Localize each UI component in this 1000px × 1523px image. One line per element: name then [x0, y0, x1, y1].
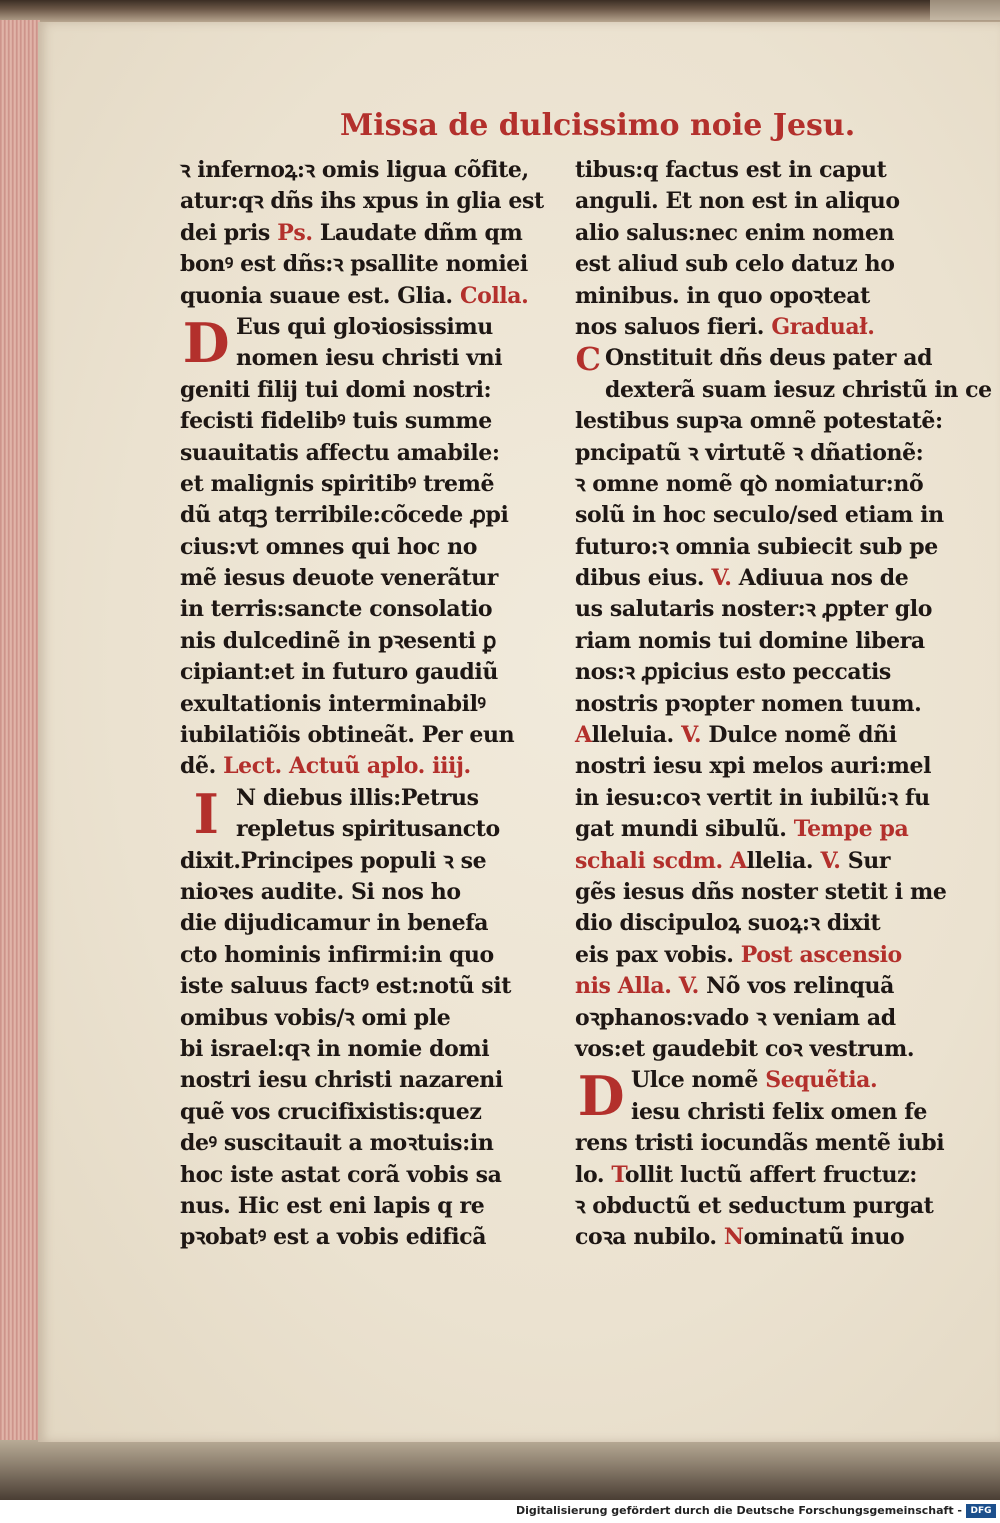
rubric-text: Sequẽtia.: [765, 1067, 878, 1094]
rubric-text: A: [575, 722, 592, 749]
body-text: dẽ.: [180, 753, 224, 780]
body-text: oꝛphanos:vado ꝛ veniam ad: [575, 1004, 896, 1031]
text-line: [575, 218, 920, 249]
body-text: pꝛobatꝰ est a vobis edificã: [180, 1224, 487, 1251]
text-line: [180, 1097, 525, 1128]
rubric-text: V.: [711, 565, 732, 592]
body-text: in terris:sancte consolatio: [180, 596, 493, 623]
body-text: quonia suaue est. Glia.: [180, 282, 460, 309]
text-line: [180, 971, 525, 1002]
body-text: riam nomis tui domine libera: [575, 627, 925, 654]
body-text: nostri iesu xpi melos auri:mel: [575, 753, 932, 780]
body-text: nostri iesu christi nazareni: [180, 1067, 503, 1094]
text-line: [180, 1065, 525, 1096]
text-line: [180, 846, 525, 877]
text-line: [180, 908, 525, 939]
text-line: [180, 155, 529, 186]
body-text: vos:et gaudebit coꝛ vestrum.: [575, 1035, 915, 1062]
text-line: [180, 563, 525, 594]
body-text: eis pax vobis.: [575, 941, 741, 968]
body-text: dibus eius.: [575, 565, 712, 592]
decorated-initial: D: [577, 1064, 625, 1129]
rubric-text: Post ascensio: [740, 941, 902, 968]
text-line: [575, 626, 925, 657]
body-text: quẽ vos crucifixistis:quez: [180, 1098, 482, 1125]
text-line: [575, 1128, 945, 1159]
decorated-initial: D: [182, 310, 230, 375]
text-line: [575, 1191, 934, 1222]
body-text: ominatũ inuo: [743, 1224, 905, 1251]
text-line: [180, 500, 525, 531]
body-text: nostris pꝛopter nomen tuum.: [575, 690, 922, 717]
body-text: nioꝛes audite. Si nos ho: [180, 878, 461, 905]
body-text: dio discipuloꝝ suoꝝ:ꝛ dixit: [575, 910, 881, 937]
text-line: [180, 249, 528, 280]
text-line: [180, 218, 525, 249]
body-text: Nõ vos relinquã: [698, 973, 894, 1000]
text-line: [180, 438, 525, 469]
body-text: ꝛ obductũ et seductum purgat: [575, 1192, 934, 1219]
dfg-logo: DFG: [966, 1504, 996, 1518]
text-line: [575, 312, 920, 343]
right-column: [575, 155, 992, 1254]
body-text: lleluia.: [591, 722, 682, 749]
body-text: nis dulcedinẽ in pꝛesenti ꝑ: [180, 627, 497, 654]
body-text: Ulce nomẽ: [631, 1067, 766, 1094]
body-text: iubilatiõis obtineãt. Per eun: [180, 722, 515, 749]
body-text: suauitatis affectu amabile:: [180, 439, 500, 466]
body-text: us salutaris noster:ꝛ ꝓpter glo: [575, 596, 932, 623]
body-text: geniti filij tui domi nostri:: [180, 376, 492, 403]
book-top-edge: [0, 0, 1000, 22]
text-line: [575, 186, 920, 217]
text-line: [180, 1128, 525, 1159]
body-text: bi israel:qꝛ in nomie domi: [180, 1035, 490, 1062]
text-line: [575, 249, 920, 280]
body-text: bonꝰ est dñs:ꝛ psallite nomiei: [180, 251, 528, 278]
body-text: nos:ꝛ ꝓpicius esto peccatis: [575, 659, 891, 686]
text-line: [575, 155, 920, 186]
left-column: [180, 155, 544, 1254]
rubric-text: Tempe pa: [793, 816, 909, 843]
text-line: [180, 375, 525, 406]
text-line: [180, 1222, 525, 1253]
body-text: exultationis interminabilꝰ: [180, 690, 486, 717]
body-text: futuro:ꝛ omnia subiecit sub pe: [575, 533, 938, 560]
body-text: cius:vt omnes qui hoc no: [180, 533, 478, 560]
text-line: [180, 626, 525, 657]
body-text: in iesu:coꝛ vertit in iubilũ:ꝛ fu: [575, 784, 930, 811]
text-line: [180, 594, 525, 625]
rubric-text: Colla.: [459, 282, 529, 309]
body-text: Onstituit dñs deus pater ad: [605, 345, 933, 372]
text-line: [575, 375, 992, 406]
body-text: Dulce nomẽ dñi: [701, 722, 897, 749]
text-line: [575, 1003, 920, 1034]
text-line: [575, 532, 938, 563]
body-text: ꝛ omne nomẽ qꝺ nomiatur:nõ: [575, 470, 924, 497]
text-line: [575, 1160, 920, 1191]
text-line: [575, 814, 920, 845]
text-line: [180, 657, 525, 688]
text-line: [575, 500, 944, 531]
text-line: [575, 281, 920, 312]
body-text: hoc iste astat corã vobis sa: [180, 1161, 502, 1188]
body-text: N diebus illis:Petrus: [236, 784, 479, 811]
footer-bar: [0, 1500, 1000, 1523]
body-text: pncipatũ ꝛ virtutẽ ꝛ dñationẽ:: [575, 439, 924, 466]
body-text: dexterã suam iesuz christũ in ce: [605, 376, 992, 403]
body-text: Laudate dñm qm: [312, 219, 523, 246]
text-line: [575, 340, 933, 379]
text-line: [575, 720, 920, 751]
decorated-initial: C: [575, 340, 601, 379]
body-text: repletus spiritusancto: [236, 816, 500, 843]
text-line: [180, 1034, 525, 1065]
body-text: Adiuua nos de: [731, 565, 909, 592]
body-text: nos saluos fieri.: [575, 313, 772, 340]
body-text: alio salus:nec enim nomen: [575, 219, 895, 246]
body-text: Eus qui gloꝛiosissimu: [236, 313, 493, 340]
rubric-text: schali scdm. A: [575, 847, 747, 874]
page-edges-red: [0, 20, 40, 1440]
body-text: lo.: [575, 1161, 612, 1188]
body-text: omibus vobis/ꝛ omi ple: [180, 1004, 451, 1031]
decorated-initial: I: [193, 781, 219, 846]
body-text: rens tristi iocundãs mentẽ iubi: [575, 1130, 945, 1157]
body-text: minibus. in quo opoꝛteat: [575, 282, 870, 309]
text-line: [575, 438, 924, 469]
body-text: tibus:q factus est in caput: [575, 157, 887, 183]
text-line: [575, 971, 920, 1002]
body-text: dũ atqꝫ terribile:cõcede ꝓpi: [180, 502, 509, 529]
body-text: atur:qꝛ dñs ihs xpus in glia est: [180, 188, 544, 215]
text-line: [575, 751, 932, 782]
text-line: [575, 846, 920, 877]
body-text: iste saluus factꝰ est:notũ sit: [180, 973, 511, 1000]
body-text: deꝰ suscitauit a moꝛtuis:in: [180, 1130, 494, 1157]
text-line: [180, 532, 525, 563]
body-text: et malignis spiritibꝰ tremẽ: [180, 470, 495, 497]
rubric-text: Ps.: [277, 219, 313, 246]
body-text: iesu christi felix omen fe: [631, 1098, 927, 1125]
rubric-text: Lect. Actuũ aplo. iiij.: [223, 753, 471, 780]
body-text: coꝛa nubilo.: [575, 1224, 724, 1251]
body-text: lestibus supꝛa omnẽ potestatẽ:: [575, 408, 943, 435]
text-line: [180, 281, 529, 312]
body-text: anguli. Et non est in aliquo: [575, 188, 900, 215]
book-bottom-edge: [0, 1440, 1000, 1500]
funding-notice: Digitalisierung gefördert durch die Deutsche Forschungsgemeinschaft -: [515, 1504, 962, 1517]
body-text: solũ in hoc seculo/sed etiam in: [575, 502, 944, 529]
text-line: [575, 877, 947, 908]
body-text: gat mundi sibulũ.: [575, 816, 794, 843]
text-line: [575, 594, 932, 625]
rubric-text: Graduał.: [771, 313, 875, 340]
rubric-text: V.: [681, 722, 702, 749]
body-text: nomen iesu christi vni: [236, 345, 503, 372]
body-text: cipiant:et in futuro gaudiũ: [180, 659, 498, 686]
body-text: fecisti fidelibꝰ tuis summe: [180, 408, 492, 435]
text-line: [180, 1191, 525, 1222]
text-line: [180, 1003, 525, 1034]
text-line: [180, 720, 525, 751]
body-text: dixit.Principes populi ꝛ se: [180, 847, 487, 874]
text-line: [575, 783, 930, 814]
text-line: [575, 657, 920, 688]
body-text: ollit luctũ affert fructuz:: [624, 1161, 917, 1188]
text-line: [180, 1160, 525, 1191]
rubric-text: T: [611, 1161, 625, 1188]
text-line: [180, 877, 525, 908]
text-line: [575, 689, 920, 720]
running-head: Missa de dulcissimo noie Jesu.: [340, 108, 856, 143]
body-text: est aliud sub celo datuz ho: [575, 251, 895, 278]
body-text: die dijudicamur in benefa: [180, 910, 489, 937]
text-line: [575, 469, 924, 500]
body-text: nus. Hic est eni lapis q re: [180, 1192, 485, 1219]
body-text: dei pris: [180, 219, 278, 246]
rubric-text: V.: [820, 847, 841, 874]
text-line: [180, 689, 525, 720]
body-text: gẽs iesus dñs noster stetit i me: [575, 878, 947, 905]
body-text: cto hominis infirmi:in quo: [180, 941, 494, 968]
body-text: ꝛ infernoꝝ:ꝛ omis ligua cõfite,: [180, 157, 529, 183]
text-line: [575, 406, 943, 437]
body-text: llelia.: [746, 847, 821, 874]
text-line: [575, 563, 920, 594]
text-line: [180, 186, 544, 217]
text-line: [180, 406, 525, 437]
body-text: Sur: [840, 847, 891, 874]
text-line: [180, 940, 525, 971]
text-line: [575, 1222, 920, 1253]
text-line: [180, 751, 525, 782]
text-line: [575, 1034, 920, 1065]
body-text: mẽ iesus deuote venerãtur: [180, 565, 498, 592]
rubric-text: nis Alla. V.: [575, 973, 699, 1000]
text-line: [575, 940, 920, 971]
text-line: [180, 469, 525, 500]
text-line: [575, 908, 920, 939]
rubric-text: N: [723, 1224, 744, 1251]
